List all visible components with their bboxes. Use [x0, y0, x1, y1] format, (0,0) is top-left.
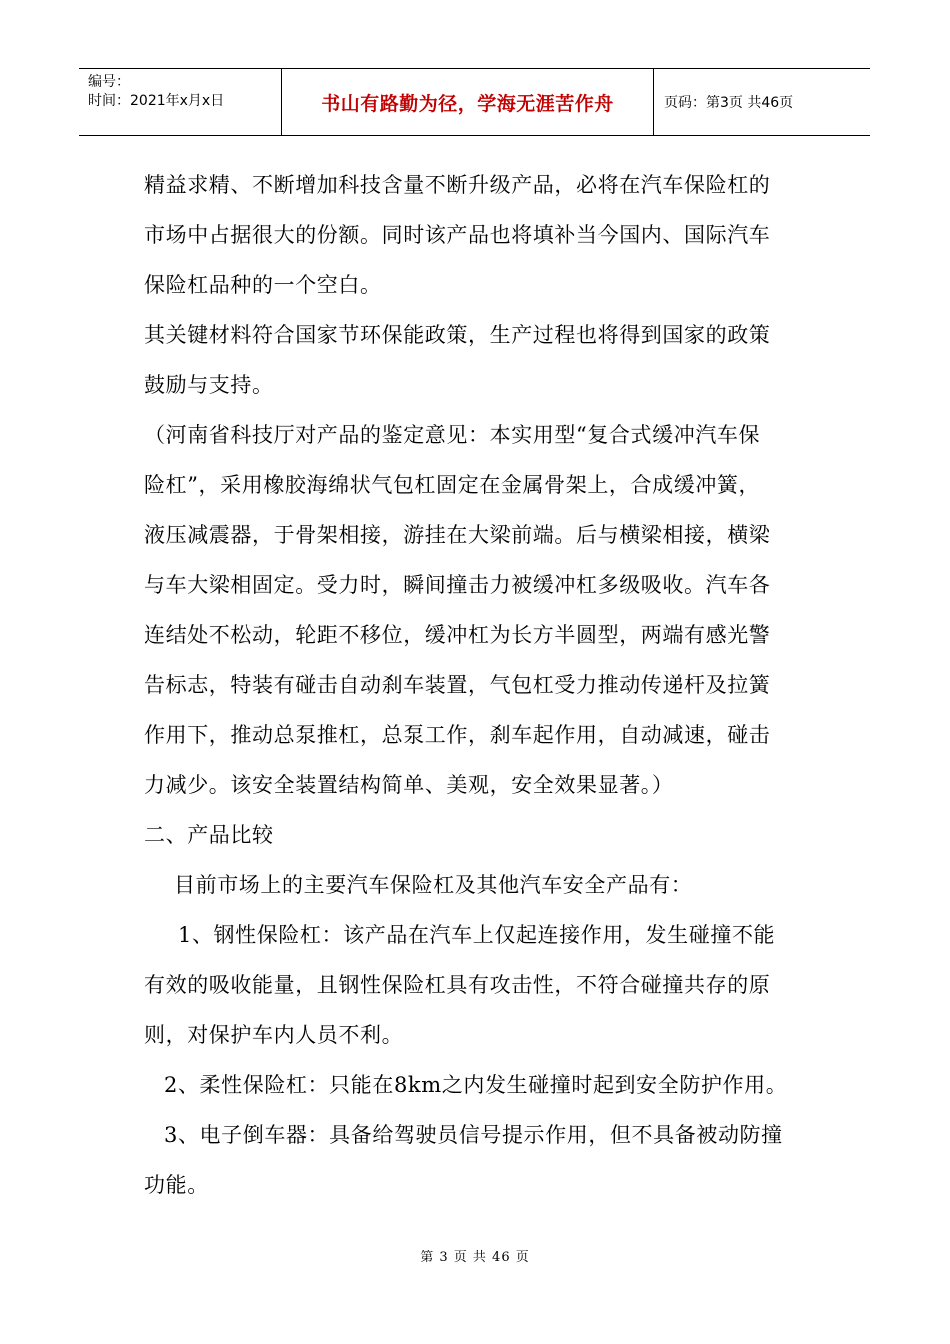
motto: 书山有路勤为径，学海无涯苦作舟: [321, 92, 614, 115]
body-line: 与车大梁相固定。受力时，瞬间撞击力被缓冲杠多级吸收。汽车各: [144, 573, 771, 597]
footer-page-number: 第 3 页 共 46 页: [420, 1250, 530, 1265]
list-item: 2、柔性保险杠：只能在8km之内发生碰撞时起到安全防护作用。: [164, 1073, 788, 1097]
body-line: 市场中占据很大的份额。同时该产品也将填补当今国内、国际汽车: [144, 223, 771, 247]
list-item: 3、电子倒车器：具备给驾驶员信号提示作用，但不具备被动防撞: [164, 1123, 783, 1147]
body-line: 作用下，推动总泵推杠，总泵工作，刹车起作用，自动减速，碰击: [144, 723, 771, 747]
header-motto-cell: [282, 69, 654, 135]
body-line: 精益求精、不断增加科技含量不断升级产品，必将在汽车保险杠的: [144, 173, 771, 197]
body-line: 功能。: [144, 1173, 209, 1197]
document-header: [79, 68, 870, 136]
body-line: 连结处不松动，轮距不移位，缓冲杠为长方半圆型，两端有感光警: [144, 623, 771, 647]
date-label: 时间：2021年x月x日: [88, 93, 225, 109]
body-line: 保险杠品种的一个空白。: [144, 273, 382, 297]
header-page-info: [654, 69, 870, 135]
body-line: 有效的吸收能量，且钢性保险杠具有攻击性，不符合碰撞共存的原: [144, 973, 771, 997]
page-footer: [0, 1246, 950, 1265]
body-line: 则，对保护车内人员不利。: [144, 1023, 404, 1047]
section-heading: 二、产品比较: [144, 823, 274, 847]
body-line: （河南省科技厅对产品的鉴定意见：本实用型“复合式缓冲汽车保: [144, 423, 761, 447]
header-meta: [79, 69, 282, 135]
body-line: 力减少。该安全装置结构简单、美观，安全效果显著。）: [144, 773, 674, 797]
document-body: [144, 160, 809, 1210]
body-line: 液压减震器，于骨架相接，游挂在大梁前端。后与横梁相接，横梁: [144, 523, 771, 547]
body-line: 告标志，特装有碰击自动刹车装置，气包杠受力推动传递杆及拉簧: [144, 673, 771, 697]
number-label: 编号：: [88, 74, 130, 90]
body-line: 险杠”，采用橡胶海绵状气包杠固定在金属骨架上，合成缓冲簧，: [144, 473, 761, 497]
body-line: 鼓励与支持。: [144, 373, 274, 397]
page-info: 页码：第3页 共46页: [664, 95, 794, 111]
body-line: 其关键材料符合国家节环保能政策，生产过程也将得到国家的政策: [144, 323, 771, 347]
list-item: 1、钢性保险杠：该产品在汽车上仅起连接作用，发生碰撞不能: [178, 923, 776, 947]
body-line: 目前市场上的主要汽车保险杠及其他汽车安全产品有：: [174, 873, 693, 897]
